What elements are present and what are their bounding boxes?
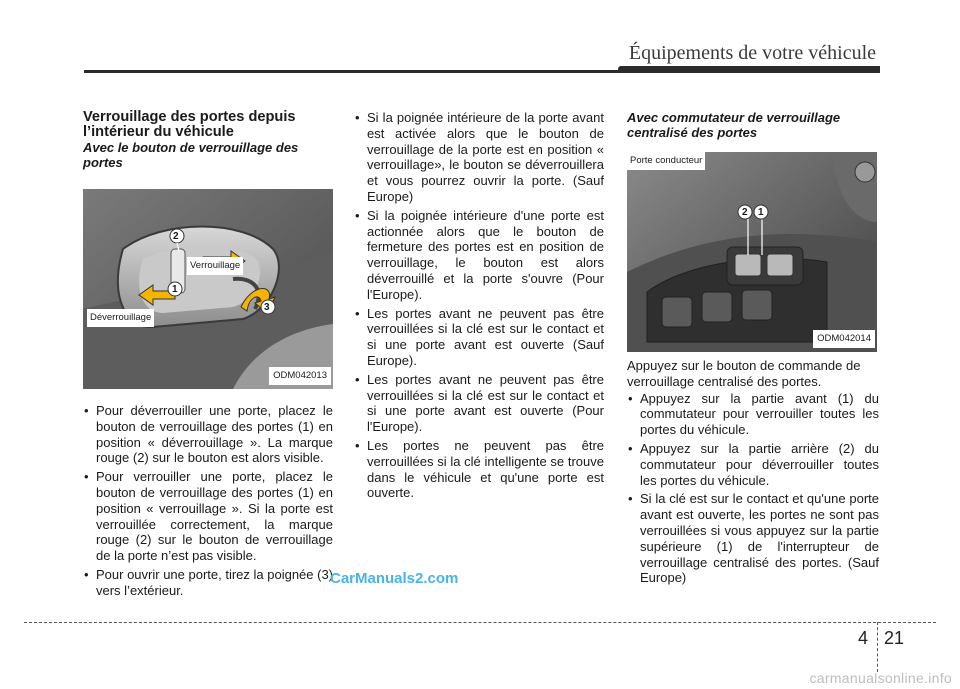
label-lock: Verrouillage <box>187 257 243 275</box>
label-unlock: Déverrouillage <box>87 309 154 327</box>
list-item: • Pour déverrouiller une porte, placez le bouton de verrouillage des portes (1) en position « déverrouillage ». La marque rouge (2) sur le bouton est alors visible. <box>83 403 333 466</box>
door-handle-illustration <box>83 189 333 389</box>
list-item: • Si la poignée intérieure d'une porte est actionnée alors que le bouton de fermeture des portes est en position de verrouillage, le bouton est alors déverrouillé et la porte s'ouvre (Pour l'Europe). <box>354 208 604 303</box>
figure-lock-switch <box>627 152 877 352</box>
page-header-title: Équipements de votre véhicule <box>628 42 876 64</box>
callout-1: 1 <box>758 207 764 218</box>
list-item: • Appuyez sur la partie arrière (2) du commutateur pour déverrouiller toutes les portes du véhicule. <box>627 441 879 488</box>
callout-2: 2 <box>742 207 748 218</box>
list-item: • Si la poignée intérieure de la porte avant est activée alors que le bouton de verrouillage de la porte est en position « verrouillage», le bouton se déverrouillera et vous pourrez ouvrir la porte. (Sauf Europe) <box>354 110 604 205</box>
label-driver-door: Porte conducteur <box>627 152 705 170</box>
list-item: • Pour verrouiller une porte, placez le bouton de verrouillage des portes (1) en position « verrouillage ». Si la porte est verrouillée correctement, la marque rouge (2) sur le bouton de verrouillage de la porte n’est pas visible. <box>83 469 333 564</box>
callout-1: 1 <box>172 284 178 295</box>
footer-divider <box>877 622 878 672</box>
list-item: • Les portes ne peuvent pas être verrouillées si la clé intelligente se trouve dans le véhicule et qu'une porte est ouverte. <box>354 438 604 501</box>
page-number: 21 <box>884 628 905 648</box>
section-heading: Verrouillage des portes depuis l’intérieur du véhicule <box>83 109 296 140</box>
list-item: • Les portes avant ne peuvent pas être verrouillées si la clé est sur le contact et si une porte avant est ouverte (Sauf Europe). <box>354 306 604 369</box>
list-item: • Pour ouvrir une porte, tirez la poignée (3) vers l’extérieur. <box>83 567 333 599</box>
column-2 <box>354 110 604 504</box>
callout-3: 3 <box>264 302 270 313</box>
section-subheading: Avec commutateur de verrouillage centralisé des portes <box>627 110 841 140</box>
callout-2: 2 <box>173 231 179 242</box>
bottom-watermark: carmanualsonline.info <box>809 670 952 686</box>
bullet-list <box>83 403 333 599</box>
figure-code: ODM042013 <box>269 367 331 385</box>
column-1 <box>83 110 333 602</box>
list-item: • Si la clé est sur le contact et qu'une porte avant est ouverte, les portes ne sont pas verrouillées si vous appuyez sur la partie supérieure (1) de l'interrupteur de verrouillage centralisé des portes. (Sauf Europe) <box>627 491 879 586</box>
figure-code: ODM042014 <box>813 330 875 348</box>
list-item: • Les portes avant ne peuvent pas être verrouillées si la clé est sur le contact et si une porte avant est ouverte (Pour l'Europe). <box>354 372 604 435</box>
header-rule-accent <box>618 66 880 72</box>
column-3 <box>627 110 879 589</box>
intro-text: Appuyez sur le bouton de commande de verrouillage centralisé des portes. <box>627 358 861 389</box>
chapter-number: 4 <box>858 628 869 648</box>
lock-switch-illustration <box>627 152 877 352</box>
bullet-list <box>627 391 879 587</box>
bullet-list <box>354 110 604 501</box>
list-item: • Appuyez sur la partie avant (1) du commutateur pour verrouiller toutes les portes du véhicule. <box>627 391 879 438</box>
figure-door-handle <box>83 189 333 389</box>
section-subheading: Avec le bouton de verrouillage des portes <box>83 140 299 170</box>
footer-rule <box>24 622 936 623</box>
watermark-link: CarManuals2.com <box>330 570 459 587</box>
